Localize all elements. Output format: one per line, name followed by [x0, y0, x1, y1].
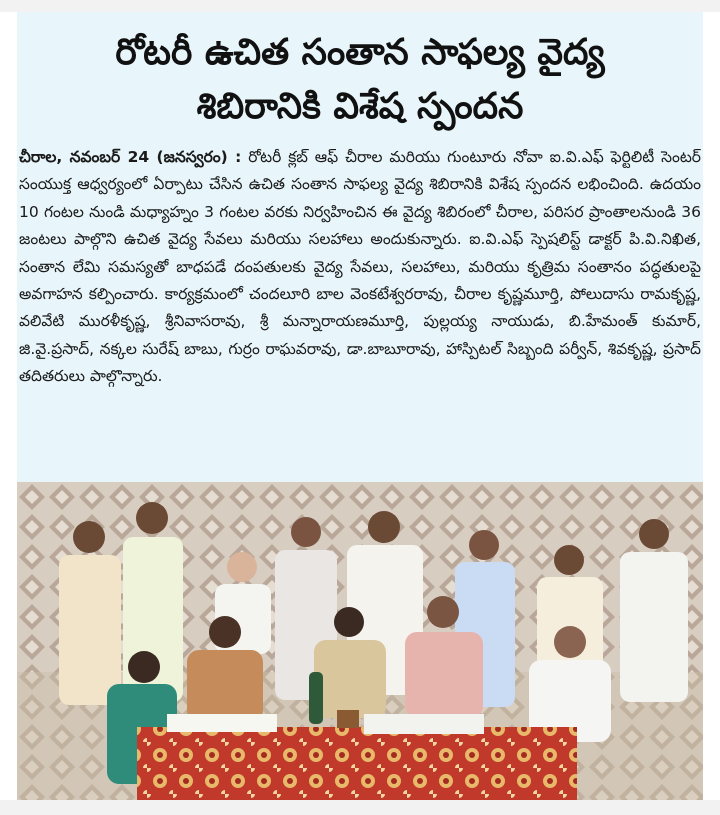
article-body: [17, 144, 703, 391]
table-box: [337, 710, 359, 728]
bottom-bar: [0, 800, 720, 815]
headline-line-2: శిబిరానికి విశేష స్పందన: [196, 86, 524, 127]
event-photo: [17, 482, 703, 800]
table-cloth: [137, 727, 577, 800]
papers: [167, 714, 277, 732]
event-photo-illustration: [17, 482, 703, 800]
headline-line-1: రోటరీ ఉచిత సంతాన సాఫల్య వైద్య: [115, 32, 605, 73]
headline: [17, 26, 703, 134]
article-text: రోటరీ క్లబ్ ఆఫ్ చీరాల మరియు గుంటూరు నోవా ఐ.వి.ఎఫ్ ఫెర్టిలిటీ సెంటర్ సంయుక్త ఆధ్వర్యంలో ఏర్పాటు చేసిన ఉచిత సంతాన సాఫల్య వైద్య శిబిరానికి విశేష స్పందన లభించింది. ఉదయం 10 గంటల నుండి మధ్యాహ్నం 3 గంటల వరకు నిర్వహించిన ఈ వైద్య శిబిరంలో చీరాల, పరిసర ప్రాంతాలనుండి 36 జంటలు పాల్గొని ఉచిత వైద్య సేవలు మరియు సలహాలు అందుకున్నారు. ఐ.వి.ఎఫ్ స్పెషలిస్ట్ డాక్టర్ పి.వి.నిఖిత, సంతాన లేమి సమస్యతో బాధపడే దంపతులకు వైద్య సేవలు, సలహాలు, మరియు కృత్రిమ సంతానం పద్ధతులపై అవగాహన కల్పించారు. కార్యక్రమంలో చందలూరి బాల వెంకటేశ్వరరావు, చీరాల కృష్ణమూర్తి, పోలుదాసు రామకృష్ణ, వలివేటి మురళీకృష్ణ, శ్రీనివాసరావు, శ్రీ మన్నారాయణమూర్తి, పుల్లయ్య నాయుడు, బి.హేమంత్ కుమార్, జి.వై.ప్రసాద్, నక్కల సురేష్ బాబు, గుర్రం రాఘవరావు, డా.బాబూరావు, హాస్పిటల్ సిబ్బంది పర్వీన్, శివకృష్ణ, ప్రసాద్ తదితరులు పాల్గొన్నారు.: [19, 148, 701, 386]
dateline: చీరాల, నవంబర్ 24 (జనస్వరం) :: [19, 148, 242, 166]
open-book: [364, 714, 484, 734]
water-bottle: [309, 672, 323, 724]
news-clipping: [17, 12, 703, 800]
top-bar: [0, 0, 720, 12]
